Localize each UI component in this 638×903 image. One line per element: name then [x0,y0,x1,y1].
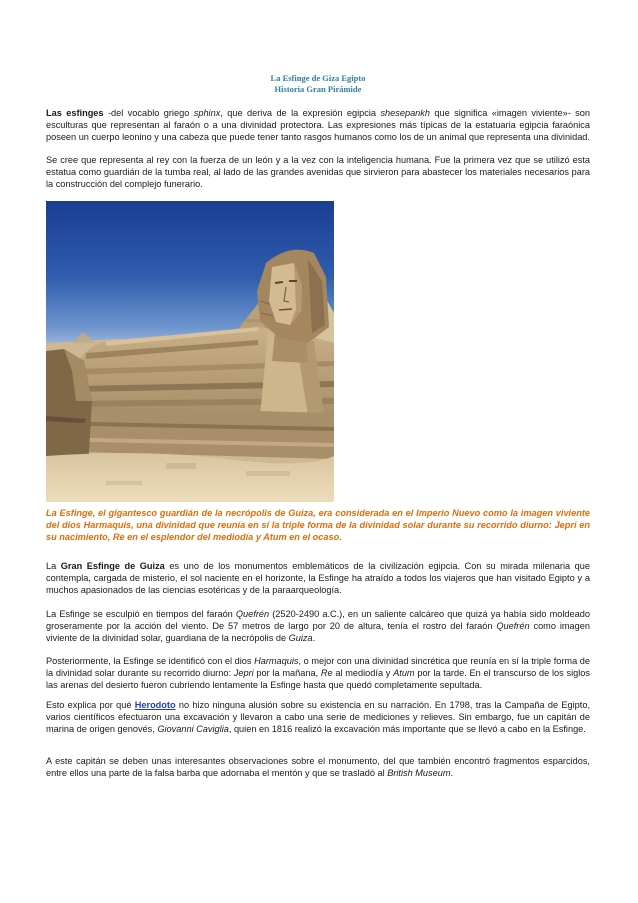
text-run: A este capitán se deben unas interesantes observaciones sobre el monumento, del que también encontró fragmentos esparcidos, entre ellos una parte de la falsa barba que adornaba el mentón y que se trasladó al [46,756,590,778]
text-run: por la mañana, [253,668,321,678]
text-run: , quien en 1816 realizó la excavación más importante que se llevó a cabo en la Esfinge. [228,724,586,734]
italic-term-re: Re [320,668,333,678]
paragraph-gran-esfinge [46,560,590,596]
text-run: -del vocablo griego [103,108,194,118]
paragraph-herodoto [46,699,590,735]
text-run: . [450,768,454,778]
image-caption: La Esfinge, el gigantesco guardián de la necrópolis de Guiza, era considerada en el Imperio Nuevo como la imagen viviente del dios Harmaquis, una divinidad que reunía en sí la triple forma de la divinidad solar durante su recorrido diurno: Jepri en su nacimiento, Re en el esplendor del mediodía y Atum en el ocaso. [46,508,590,542]
italic-term-atum: Atum [393,668,415,678]
text-run: al mediodía y [332,668,394,678]
italic-term-shesepankh: shesepankh [380,108,430,118]
text-run: Posteriormente, la Esfinge se identificó con el dios [46,656,255,666]
document-subtitle: Historia Gran Pirámide [274,84,362,94]
sphinx-photo-graphic [46,201,334,502]
link-herodoto[interactable]: Herodoto [134,700,176,710]
text-run: , que deriva de la expresión egipcia [220,108,381,118]
italic-term-sphinx: sphinx [193,108,221,118]
text-run: (2520-2490 a.C.), en un saliente calcáreo que quizá ya había sido moldeado groseramente por la acción del viento. De 57 metros de largo por 20 de altura, tenía el rostro del faraón [46,609,590,631]
text-run: no hizo ninguna alusión sobre su existencia en su narración. En 1798, tras la Campaña de Egipto, varios científicos efectuaron una excavación y llevaron a cabo una serie de mediciones y relieves. Sin embargo, fue un capitán de marina de origen genovés, [46,700,591,734]
text-run: La Esfinge se esculpió en tiempos del faraón [46,609,236,619]
bold-term-gran-esfinge: Gran Esfinge de Guiza [60,561,165,571]
italic-term-quefren: Quefrén [496,621,530,631]
paragraph-harmaquis [46,655,590,691]
italic-term-british-museum: British Museum [387,768,451,778]
paragraph-esfinges-intro [46,107,590,143]
italic-term-harmaquis: Harmaquis [254,656,299,666]
document-header [46,73,590,95]
paragraph-british-museum [46,755,590,779]
text-run: Esto explica por qué [46,700,135,710]
sphinx-photo [46,201,334,502]
text-run: , o mejor con una divinidad sincrética que reunía en sí la triple forma de la divinidad solar durante su recorrido diurno: [46,656,590,678]
italic-term-quefren: Quefrén [235,609,270,619]
text-run: que significa «imagen viviente»- son esculturas que representan al faraón o a una divinidad protectora. Las expresiones más típicas de la estatuaria egipcia faraónica poseen un cuerpo leonino y una cabeza que puede tener tanto rasgos humanos como los de un animal que representa una divinidad. [46,108,590,142]
document-body [46,0,590,779]
italic-term-giovanni-caviglia: Giovanni Caviglia [157,724,229,734]
text-run: como imagen viviente de la divinidad solar, guardiana de la necrópolis de [46,621,590,643]
text-run: . [312,633,316,643]
text-run: es uno de los monumentos emblemáticos de la civilización egipcia. Con su mirada milenaria que contempla, cargada de misterio, el sol naciente en el horizonte, la Esfinge ha atraído a todos los viajeros que han visitado Egipto y a muchos apasionados de las ciencias esotéricas y de la paraarqueología. [46,561,590,595]
italic-term-jepri: Jepri [233,668,254,678]
document-title: La Esfinge de Giza Egipto [270,73,366,83]
italic-term-guiza: Guiza [288,633,313,643]
paragraph-guardian: Se cree que representa al rey con la fuerza de un león y a la vez con la inteligencia humana. Fue la primera vez que se utilizó esta estatua como guardián de la tumba real, al lado de las grandes avenidas que sirvieron para abastecer los materiales necesarios para la construcción del complejo funerario. [46,155,590,189]
text-run: La [46,561,61,571]
bold-term-las-esfinges: Las esfinges [46,108,104,118]
text-run: por la tarde. En el transcurso de los siglos las arenas del desierto fueron cubriendo lentamente la Esfinge hasta que quedó completamente sepultada. [46,668,590,690]
paragraph-quefren [46,608,590,644]
